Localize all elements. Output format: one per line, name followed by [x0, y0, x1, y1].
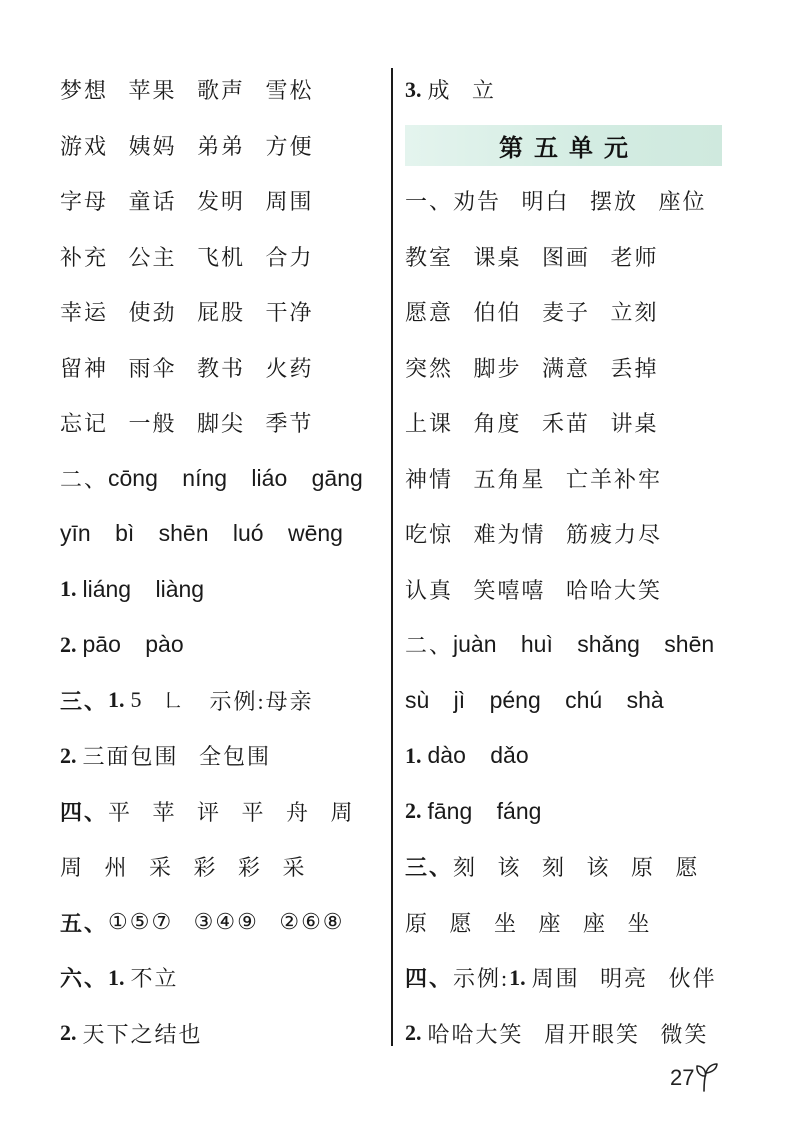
- left-line-10: [60, 562, 386, 618]
- left-line-1: [60, 62, 386, 118]
- answer-text: 天下之结也: [82, 1021, 203, 1047]
- answer-text: 平 苹 评 平 舟 周: [108, 799, 355, 825]
- right-line-10: [405, 562, 790, 618]
- item-number: 2.: [60, 1020, 77, 1046]
- left-line-7: [60, 395, 386, 451]
- left-column: [60, 62, 386, 1061]
- right-line-18: [405, 1006, 790, 1062]
- section-number: 二、: [405, 633, 454, 659]
- pinyin-text: sù jì péng chú shà: [405, 686, 664, 713]
- item-number: 2.: [60, 631, 77, 657]
- answer-text: 梦想 苹果 歌声 雪松: [60, 78, 314, 104]
- left-line-15: [60, 839, 386, 895]
- stroke-count: 5: [130, 687, 142, 713]
- answer-text: 突然 脚步 满意 丢掉: [405, 355, 659, 381]
- section-number: 六、: [60, 966, 109, 992]
- pinyin-text: liáng liàng: [82, 575, 205, 602]
- left-line-18: [60, 1006, 386, 1062]
- example-label: 示例:: [453, 966, 510, 992]
- unit-title: 第五单元: [499, 135, 639, 162]
- section-number: 一、: [405, 189, 454, 215]
- section-number: 四、: [405, 966, 454, 992]
- sprout-icon: [695, 1062, 719, 1092]
- answer-text: 劝告 明白 摆放 座位: [453, 189, 707, 215]
- pinyin-text: yīn bì shēn luó wēng: [60, 520, 343, 547]
- item-number: 1.: [509, 964, 526, 990]
- right-line-17: [405, 950, 790, 1006]
- answer-text: 神情 五角星 亡羊补牢: [405, 466, 663, 492]
- answer-text: 幸运 使劲 屁股 干净: [60, 300, 314, 326]
- answer-text: 不立: [130, 966, 179, 992]
- answer-text: 哈哈大笑 眉开眼笑 微笑: [427, 1021, 709, 1047]
- left-line-17: [60, 950, 386, 1006]
- left-line-13: [60, 728, 386, 784]
- item-number: 2.: [405, 1020, 422, 1046]
- item-number: 2.: [60, 742, 77, 768]
- pinyin-text: fāng fáng: [427, 797, 542, 824]
- answer-text: 教室 课桌 图画 老师: [405, 244, 659, 270]
- right-line-4: [405, 229, 790, 285]
- left-line-9: [60, 506, 386, 562]
- answer-text: 周围 明亮 伙伴: [531, 966, 717, 992]
- stroke-glyph: ㇗: [161, 688, 184, 714]
- unit-header: [405, 118, 790, 174]
- answer-text: 示例:母亲: [209, 688, 314, 714]
- answer-text: 愿意 伯伯 麦子 立刻: [405, 300, 659, 326]
- unit-header-band: [405, 125, 722, 166]
- item-number: 3.: [405, 76, 422, 102]
- right-line-7: [405, 395, 790, 451]
- item-number: 1.: [108, 687, 125, 713]
- right-line-1: [405, 62, 790, 118]
- answer-text: 成 立: [427, 78, 497, 104]
- right-line-11: [405, 617, 790, 673]
- section-number: 二、: [60, 466, 109, 492]
- pinyin-text: cōng níng liáo gāng: [108, 464, 363, 491]
- right-line-9: [405, 506, 790, 562]
- left-line-3: [60, 173, 386, 229]
- answer-text: 刻 该 刻 该 原 愿: [453, 855, 700, 881]
- right-line-14: [405, 784, 790, 840]
- right-line-12: [405, 673, 790, 729]
- answer-text: 周 州 采 彩 彩 采: [60, 855, 307, 881]
- right-line-15: [405, 839, 790, 895]
- left-line-4: [60, 229, 386, 285]
- right-column: [405, 62, 790, 1061]
- page-number: 27: [670, 1065, 695, 1090]
- item-number: 1.: [108, 964, 125, 990]
- answer-text: 游戏 姨妈 弟弟 方便: [60, 133, 314, 159]
- left-line-2: [60, 118, 386, 174]
- section-number: 三、: [405, 855, 454, 881]
- pinyin-text: pāo pào: [82, 631, 184, 658]
- left-line-6: [60, 340, 386, 396]
- item-number: 1.: [405, 742, 422, 768]
- right-line-5: [405, 284, 790, 340]
- answer-text: 忘记 一般 脚尖 季节: [60, 411, 314, 437]
- answer-text: 留神 雨伞 教书 火药: [60, 355, 314, 381]
- pinyin-text: juàn huì shǎng shēn: [453, 631, 715, 658]
- answer-text: 吃惊 难为情 筋疲力尽: [405, 522, 663, 548]
- right-line-13: [405, 728, 790, 784]
- answer-text: 字母 童话 发明 周围: [60, 189, 314, 215]
- section-number: 三、: [60, 688, 109, 714]
- page-footer: [670, 1060, 719, 1092]
- answer-text: 认真 笑嘻嘻 哈哈大笑: [405, 577, 663, 603]
- right-line-16: [405, 895, 790, 951]
- answer-text: 三面包围 全包围: [82, 744, 272, 770]
- section-number: 五、: [60, 910, 109, 936]
- right-line-8: [405, 451, 790, 507]
- left-line-8: [60, 451, 386, 507]
- right-line-6: [405, 340, 790, 396]
- left-line-16: [60, 895, 386, 951]
- item-number: 1.: [60, 576, 77, 602]
- right-line-3: [405, 173, 790, 229]
- answer-text: 原 愿 坐 座 座 坐: [405, 910, 652, 936]
- column-divider: [391, 68, 393, 1046]
- answer-text: 补充 公主 飞机 合力: [60, 244, 314, 270]
- section-number: 四、: [60, 799, 109, 825]
- answer-text: ①⑤⑦ ③④⑨ ②⑥⑧: [108, 909, 345, 935]
- left-line-14: [60, 784, 386, 840]
- item-number: 2.: [405, 798, 422, 824]
- answer-text: 上课 角度 禾苗 讲桌: [405, 411, 659, 437]
- pinyin-text: dào dǎo: [427, 742, 529, 769]
- left-line-12: [60, 673, 386, 729]
- left-line-5: [60, 284, 386, 340]
- left-line-11: [60, 617, 386, 673]
